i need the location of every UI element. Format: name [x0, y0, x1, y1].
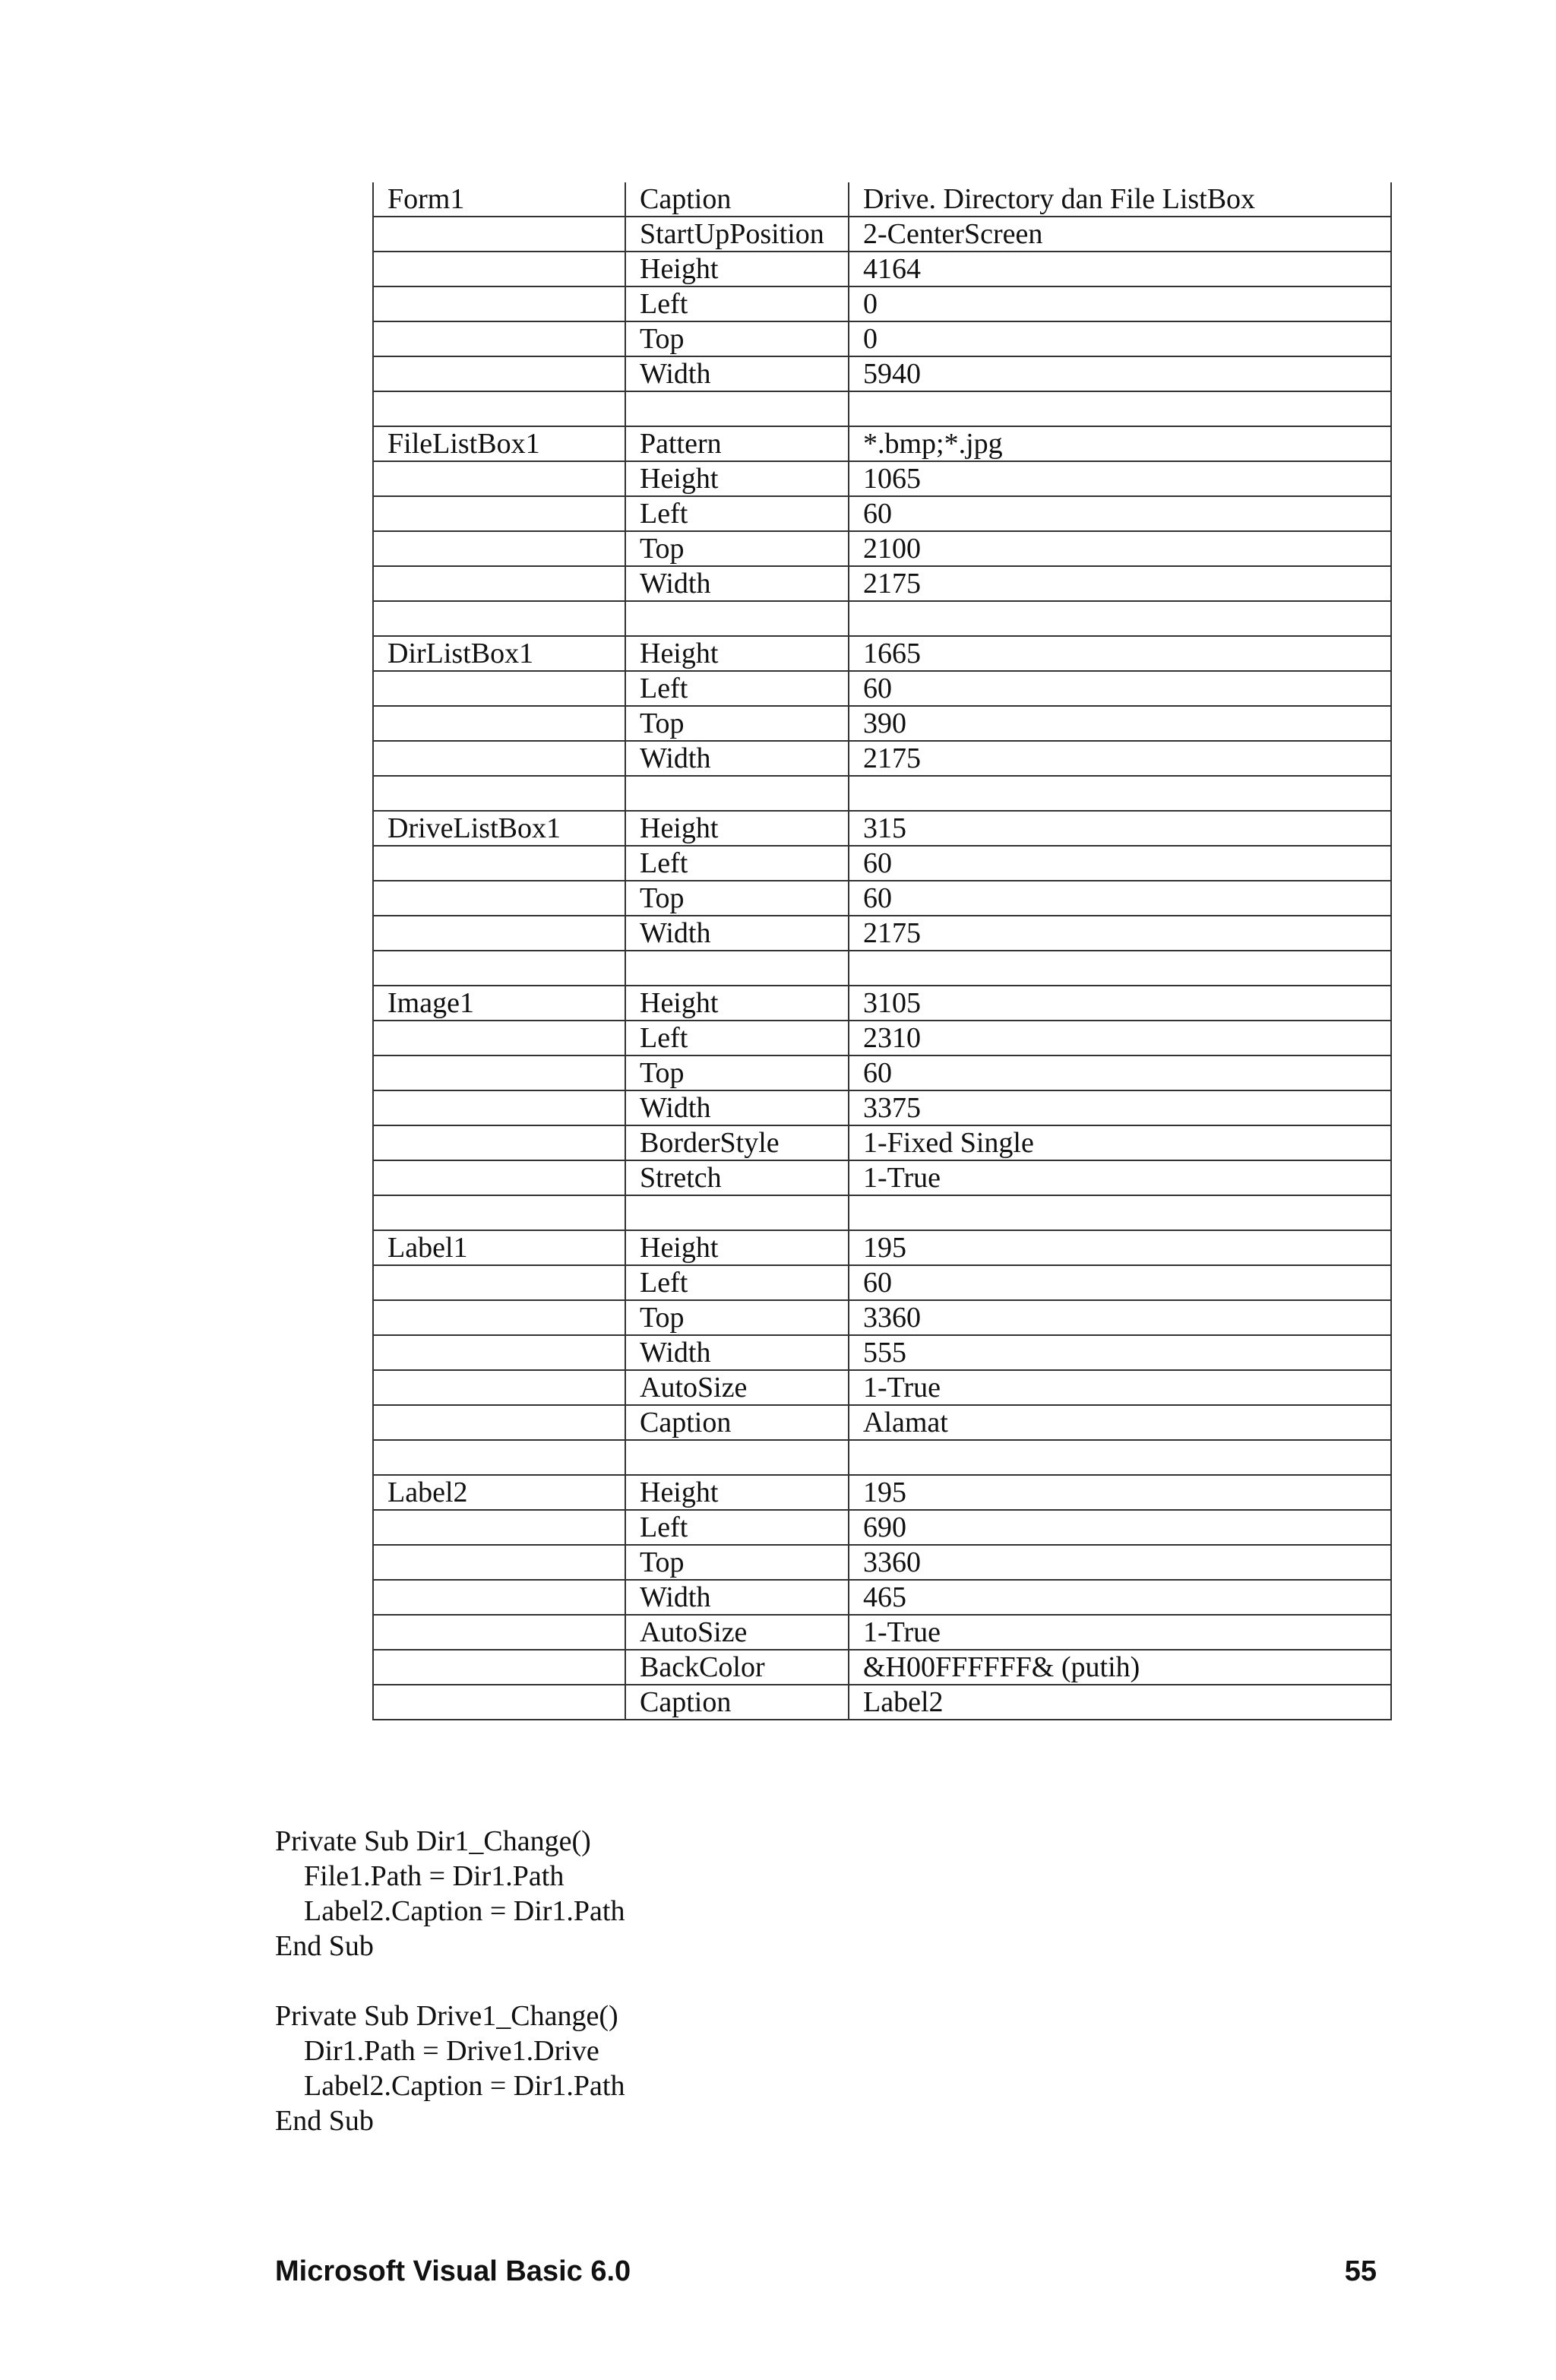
table-row [373, 986, 1391, 1021]
value-cell: 60 [849, 671, 1391, 706]
property-cell: Pattern [625, 426, 849, 461]
object-cell [373, 671, 625, 706]
object-cell [373, 916, 625, 951]
value-cell: 60 [849, 846, 1391, 881]
table-row [373, 1475, 1391, 1510]
object-cell [373, 951, 625, 986]
code-listing [275, 1824, 625, 2138]
value-cell: 195 [849, 1230, 1391, 1265]
property-cell: Left [625, 286, 849, 321]
property-cell: Width [625, 566, 849, 601]
property-cell: Stretch [625, 1160, 849, 1195]
code-line: Private Sub Dir1_Change() [275, 1825, 591, 1857]
property-cell: Height [625, 1230, 849, 1265]
property-cell: Caption [625, 1405, 849, 1440]
object-cell [373, 1580, 625, 1615]
code-line: Private Sub Drive1_Change() [275, 2000, 618, 2032]
object-cell [373, 1335, 625, 1370]
property-cell [625, 391, 849, 426]
table-row [373, 741, 1391, 776]
value-cell: 3105 [849, 986, 1391, 1021]
property-cell: Width [625, 1580, 849, 1615]
property-cell: Height [625, 1475, 849, 1510]
value-cell: 2175 [849, 741, 1391, 776]
property-cell: Height [625, 252, 849, 286]
property-cell: BackColor [625, 1650, 849, 1685]
object-cell [373, 1685, 625, 1720]
value-cell: 60 [849, 496, 1391, 531]
object-cell [373, 321, 625, 356]
object-cell [373, 1265, 625, 1300]
code-line: End Sub [275, 1930, 374, 1962]
table-row [373, 531, 1391, 566]
property-cell: Left [625, 671, 849, 706]
table-row [373, 356, 1391, 391]
value-cell [849, 1440, 1391, 1475]
table-row [373, 1580, 1391, 1615]
object-cell [373, 1370, 625, 1405]
property-cell: Top [625, 531, 849, 566]
object-cell [373, 1055, 625, 1090]
value-cell: 3360 [849, 1300, 1391, 1335]
property-cell: Top [625, 321, 849, 356]
value-cell: 690 [849, 1510, 1391, 1545]
object-cell [373, 881, 625, 916]
value-cell: Drive. Directory dan File ListBox [849, 182, 1391, 217]
table-row [373, 1125, 1391, 1160]
property-cell: Width [625, 356, 849, 391]
property-cell [625, 601, 849, 636]
property-cell: Width [625, 1090, 849, 1125]
object-cell [373, 1021, 625, 1055]
table-row [373, 1440, 1391, 1475]
value-cell [849, 391, 1391, 426]
object-cell [373, 496, 625, 531]
property-cell: Width [625, 741, 849, 776]
code-line: Label2.Caption = Dir1.Path [275, 2070, 625, 2102]
value-cell [849, 601, 1391, 636]
table-row [373, 1055, 1391, 1090]
object-cell [373, 1440, 625, 1475]
value-cell: 555 [849, 1335, 1391, 1370]
value-cell: 315 [849, 811, 1391, 846]
table-row [373, 776, 1391, 811]
object-cell: Label1 [373, 1230, 625, 1265]
property-cell: BorderStyle [625, 1125, 849, 1160]
object-cell [373, 1615, 625, 1650]
table-row [373, 846, 1391, 881]
table-row [373, 1160, 1391, 1195]
object-cell [373, 356, 625, 391]
property-cell: Left [625, 1265, 849, 1300]
value-cell [849, 951, 1391, 986]
object-cell [373, 1090, 625, 1125]
table-row [373, 881, 1391, 916]
table-row [373, 916, 1391, 951]
property-cell: Top [625, 706, 849, 741]
object-cell [373, 1510, 625, 1545]
object-cell [373, 1545, 625, 1580]
table-row [373, 1300, 1391, 1335]
code-line: File1.Path = Dir1.Path [275, 1860, 565, 1892]
property-cell: Top [625, 881, 849, 916]
object-cell [373, 1650, 625, 1685]
object-cell: Image1 [373, 986, 625, 1021]
code-line: End Sub [275, 2105, 374, 2137]
value-cell: 1065 [849, 461, 1391, 496]
table-row [373, 1650, 1391, 1685]
value-cell: 1-True [849, 1160, 1391, 1195]
table-row [373, 1685, 1391, 1720]
value-cell: 1-True [849, 1615, 1391, 1650]
table-row [373, 321, 1391, 356]
value-cell [849, 776, 1391, 811]
property-cell: Left [625, 846, 849, 881]
object-cell [373, 531, 625, 566]
property-cell: Width [625, 916, 849, 951]
value-cell: 0 [849, 321, 1391, 356]
table-row [373, 217, 1391, 252]
value-cell: 3375 [849, 1090, 1391, 1125]
value-cell: 60 [849, 1055, 1391, 1090]
value-cell: 1665 [849, 636, 1391, 671]
value-cell: 2175 [849, 566, 1391, 601]
property-cell: AutoSize [625, 1370, 849, 1405]
property-cell [625, 1440, 849, 1475]
table-row [373, 1265, 1391, 1300]
object-cell [373, 741, 625, 776]
value-cell: 2175 [849, 916, 1391, 951]
properties-table [372, 182, 1392, 1720]
page-footer [275, 2255, 1377, 2288]
value-cell: 390 [849, 706, 1391, 741]
object-cell: Form1 [373, 182, 625, 217]
table-row [373, 601, 1391, 636]
object-cell [373, 566, 625, 601]
property-cell [625, 951, 849, 986]
property-cell [625, 1195, 849, 1230]
value-cell: Alamat [849, 1405, 1391, 1440]
property-cell: Left [625, 1021, 849, 1055]
value-cell: 1-Fixed Single [849, 1125, 1391, 1160]
value-cell: 2310 [849, 1021, 1391, 1055]
object-cell [373, 601, 625, 636]
value-cell: 2100 [849, 531, 1391, 566]
value-cell: 0 [849, 286, 1391, 321]
value-cell: 60 [849, 1265, 1391, 1300]
object-cell [373, 776, 625, 811]
table-row [373, 461, 1391, 496]
value-cell [849, 1195, 1391, 1230]
table-row [373, 566, 1391, 601]
table-row [373, 1230, 1391, 1265]
value-cell: 3360 [849, 1545, 1391, 1580]
value-cell: &H00FFFFFF& (putih) [849, 1650, 1391, 1685]
property-cell: Left [625, 496, 849, 531]
property-cell: Height [625, 461, 849, 496]
property-cell: Height [625, 636, 849, 671]
value-cell: 465 [849, 1580, 1391, 1615]
table-row [373, 182, 1391, 217]
object-cell [373, 1160, 625, 1195]
table-row [373, 1090, 1391, 1125]
object-cell: DriveListBox1 [373, 811, 625, 846]
object-cell [373, 286, 625, 321]
property-cell: Top [625, 1055, 849, 1090]
table-row [373, 671, 1391, 706]
property-cell: Caption [625, 1685, 849, 1720]
table-row [373, 951, 1391, 986]
table-row [373, 1195, 1391, 1230]
property-cell: Top [625, 1300, 849, 1335]
property-cell: Caption [625, 182, 849, 217]
value-cell: 4164 [849, 252, 1391, 286]
object-cell [373, 1125, 625, 1160]
table-row [373, 811, 1391, 846]
table-row [373, 391, 1391, 426]
table-row [373, 496, 1391, 531]
property-cell: Height [625, 811, 849, 846]
object-cell [373, 846, 625, 881]
object-cell [373, 706, 625, 741]
property-cell: Left [625, 1510, 849, 1545]
object-cell [373, 1405, 625, 1440]
object-cell: FileListBox1 [373, 426, 625, 461]
table-row [373, 252, 1391, 286]
code-line: Label2.Caption = Dir1.Path [275, 1895, 625, 1927]
value-cell: 1-True [849, 1370, 1391, 1405]
object-cell: DirListBox1 [373, 636, 625, 671]
value-cell: 195 [849, 1475, 1391, 1510]
table-row [373, 286, 1391, 321]
object-cell [373, 391, 625, 426]
code-line: Dir1.Path = Drive1.Drive [275, 2035, 599, 2067]
property-cell: Height [625, 986, 849, 1021]
value-cell: 5940 [849, 356, 1391, 391]
code-line [275, 1964, 625, 1999]
object-cell: Label2 [373, 1475, 625, 1510]
object-cell [373, 252, 625, 286]
value-cell: 60 [849, 881, 1391, 916]
table-row [373, 1335, 1391, 1370]
table-row [373, 636, 1391, 671]
value-cell: *.bmp;*.jpg [849, 426, 1391, 461]
object-cell [373, 461, 625, 496]
value-cell: 2-CenterScreen [849, 217, 1391, 252]
property-cell: Width [625, 1335, 849, 1370]
footer-book-title: Microsoft Visual Basic 6.0 [275, 2255, 631, 2287]
object-cell [373, 1195, 625, 1230]
property-cell: Top [625, 1545, 849, 1580]
value-cell: Label2 [849, 1685, 1391, 1720]
property-cell [625, 776, 849, 811]
object-cell [373, 1300, 625, 1335]
property-cell: StartUpPosition [625, 217, 849, 252]
table-row [373, 1615, 1391, 1650]
table-row [373, 706, 1391, 741]
table-row [373, 1370, 1391, 1405]
property-cell: AutoSize [625, 1615, 849, 1650]
table-row [373, 1545, 1391, 1580]
table-row [373, 1510, 1391, 1545]
table-row [373, 1405, 1391, 1440]
table-row [373, 426, 1391, 461]
footer-page-number: 55 [1344, 2255, 1377, 2287]
object-cell [373, 217, 625, 252]
properties-table-body [373, 182, 1391, 1720]
table-row [373, 1021, 1391, 1055]
